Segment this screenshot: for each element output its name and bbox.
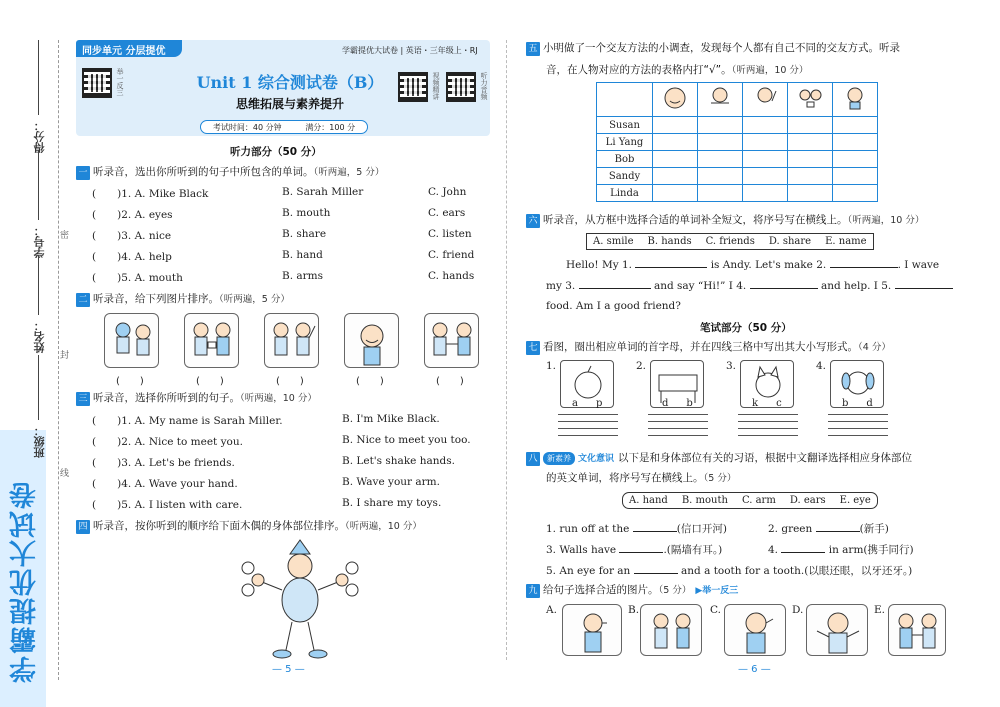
section-8-head [526, 450, 912, 466]
answer-blank[interactable] [750, 279, 818, 289]
written-heading: 笔试部分（50 分） [700, 322, 792, 334]
exam-score: 满分：100 分 [305, 122, 356, 132]
section-text: 以下是和身体部位有关的习语，根据中文翻译选择相应身体部位 [618, 452, 913, 464]
word-bank-item: A. smile [593, 236, 634, 247]
letter-c[interactable]: c [776, 398, 782, 409]
check-cell[interactable] [833, 151, 878, 168]
answer-blank[interactable] [781, 543, 825, 553]
idiom-text: 5. An eye for an [546, 565, 631, 577]
option-b: B. mouth [282, 207, 331, 219]
passage-text: is Andy. Let's make 2. [710, 259, 827, 271]
picture-girl-smiling [344, 313, 399, 368]
row-name: Sandy [597, 168, 653, 185]
idiom-translation: (信口开河) [676, 523, 727, 535]
section-number: 三 [76, 392, 90, 406]
word-bank-item: D. share [768, 236, 812, 247]
section-points: （听两遍，5 分） [219, 294, 290, 305]
class-label: 班级： [33, 425, 46, 458]
answer-blank[interactable] [633, 522, 677, 532]
option-b: B. Wave your arm. [342, 476, 440, 488]
question-row [92, 249, 172, 264]
choice-label: C. [710, 604, 721, 616]
qr-caption: 举一反三 [116, 68, 124, 96]
passage-text: and say “Hi!” I 4. [653, 280, 747, 292]
name-label: 姓名： [33, 320, 46, 353]
section-4-head [76, 518, 422, 534]
word-bank-item: D. ears [789, 495, 826, 506]
question-row [92, 270, 183, 285]
exam-time: 考试时间：40 分钟 [212, 122, 282, 132]
exam-title: Unit 1 综合测试卷（B） [196, 73, 384, 92]
check-cell[interactable] [788, 117, 833, 134]
check-cell[interactable] [698, 151, 743, 168]
choice-label: A. [546, 604, 557, 616]
option-b: B. hand [282, 249, 323, 261]
section-number: 四 [76, 520, 90, 534]
section-number: 一 [76, 166, 90, 180]
letter-d[interactable]: d [662, 398, 669, 409]
passage-line-3: food. Am I a good friend? [546, 300, 681, 312]
id-line [38, 150, 39, 220]
check-cell[interactable] [698, 168, 743, 185]
letter-b[interactable]: b [842, 398, 849, 409]
question-number[interactable]: ( )2. [92, 209, 132, 221]
row-name: Susan [597, 117, 653, 134]
idiom-word-bank [622, 492, 878, 509]
option-b: B. I share my toys. [342, 497, 442, 509]
answer-blank[interactable] [579, 279, 651, 289]
option-c: C. John [428, 186, 467, 198]
option-a: A. nice [134, 230, 172, 242]
section-number: 九 [526, 584, 540, 598]
picture-kids-sharing [184, 313, 239, 368]
check-cell[interactable] [743, 151, 788, 168]
idiom-text: 3. Walls have [546, 544, 617, 556]
puppet-illustration [240, 538, 360, 660]
option-b: B. share [282, 228, 327, 240]
check-cell[interactable] [833, 185, 878, 202]
option-c: C. hands [428, 270, 475, 282]
check-cell[interactable] [698, 117, 743, 134]
section-text: 小明做了一个交友方法的小调查，发现每个人都有自己不同的交友方式。听录 [543, 42, 900, 54]
letter-choices [662, 398, 693, 409]
four-line-grid[interactable] [558, 414, 618, 438]
check-cell[interactable] [653, 117, 698, 134]
word-bank-item: E. eye [839, 495, 871, 506]
option-b: B. I'm Mike Black. [342, 413, 440, 425]
idiom-translation: (新手) [859, 523, 889, 535]
section-5-head [526, 40, 900, 56]
check-cell[interactable] [833, 117, 878, 134]
picture-kids-playing [104, 313, 159, 368]
method-icon-cell [653, 83, 698, 117]
section-text: 给句子选择合适的图片。 [543, 584, 659, 596]
idiom-3 [546, 542, 722, 557]
score-label: 得分： [33, 120, 46, 153]
option-b: B. Sarah Miller [282, 186, 364, 198]
check-cell[interactable] [788, 185, 833, 202]
section-text: 听录音，按你听到的顺序给下面木偶的身体部位排序。 [93, 520, 345, 532]
option-c: C. listen [428, 228, 472, 240]
culture-tag: 文化意识 [578, 454, 615, 464]
word-bank-item: E. name [825, 236, 867, 247]
cut-word-1: 密 [60, 231, 70, 241]
question-number[interactable]: ( )1. [92, 415, 132, 427]
word-bank-item: B. hands [647, 236, 692, 247]
check-cell[interactable] [833, 168, 878, 185]
picture-kids-waving [264, 313, 319, 368]
row-name: Linda [597, 185, 653, 202]
section-points: （5 分） [703, 473, 737, 484]
passage-line-2 [546, 279, 953, 292]
section-text: 听录音，选出你所听到的句子中所包含的单词。 [93, 166, 314, 178]
series-label: 学霸提优大试卷 | 英语・三年级上・RJ [342, 46, 478, 55]
section-9-head [526, 582, 742, 598]
option-a: A. mouth [134, 272, 183, 284]
new-literacy-badge: 新素养 [543, 452, 575, 465]
idiom-4 [768, 542, 914, 557]
passage-text: . I wave [897, 259, 940, 271]
section-6-head [526, 212, 924, 228]
idiom-5 [546, 563, 912, 578]
extend-link[interactable]: ▶举一反三 [695, 586, 739, 596]
question-number[interactable]: ( )3. [92, 457, 132, 469]
option-a: A. I listen with care. [134, 499, 243, 511]
method-icon-cell [788, 83, 833, 117]
answer-paren[interactable]: ( ) [356, 376, 384, 387]
answer-paren[interactable]: ( ) [436, 376, 464, 387]
section-points: （听两遍，10 分） [731, 65, 809, 76]
idiom-1 [546, 521, 727, 536]
section-7-head [526, 339, 891, 355]
check-cell[interactable] [743, 168, 788, 185]
section-text: 听录音，选择你所听到的句子。 [93, 392, 240, 404]
cut-word-2: 封 [60, 351, 70, 361]
class-line [38, 355, 39, 420]
choice-label: D. [792, 604, 804, 616]
option-a: A. Wave your hand. [134, 478, 238, 490]
idiom-2 [768, 521, 889, 536]
check-cell[interactable] [788, 151, 833, 168]
qr-code-icon[interactable] [446, 72, 476, 102]
option-b: B. Let's shake hands. [342, 455, 455, 467]
idiom-translation: .(隔墙有耳。) [663, 544, 723, 556]
qr-caption: 听力音频 [480, 72, 488, 100]
option-c: C. ears [428, 207, 466, 219]
section-5-head-line2 [546, 62, 808, 77]
section-points: （听两遍，10 分） [240, 393, 317, 404]
option-a: A. help [134, 251, 172, 263]
item-number: 4. [816, 360, 827, 372]
question-number[interactable]: ( )3. [92, 230, 132, 242]
passage-text: Hello! My 1. [566, 259, 633, 271]
name-line [38, 255, 39, 315]
question-row [92, 186, 208, 201]
answer-blank[interactable] [816, 522, 860, 532]
passage-text: my 3. [546, 280, 576, 292]
choice-label: E. [874, 604, 886, 616]
option-a: A. Let's be friends. [134, 457, 235, 469]
item-number: 1. [546, 360, 557, 372]
method-icon-cell [743, 83, 788, 117]
letter-p[interactable]: p [595, 398, 603, 409]
option-b: B. arms [282, 270, 324, 282]
choice-label: B. [628, 604, 640, 616]
section-text: 的英文单词，将序号写在横线上。 [546, 472, 704, 484]
cut-line [58, 40, 59, 680]
picture-choice-d[interactable] [806, 604, 868, 656]
question-row [92, 434, 243, 449]
question-number[interactable]: ( )1. [92, 188, 132, 200]
option-a: A. Nice to meet you. [134, 436, 243, 448]
section-text: 看图，圈出相应单词的首字母，并在四线三格中写出其大小写形式。 [543, 341, 858, 353]
question-number[interactable]: ( )2. [92, 436, 132, 448]
letter-choices [752, 398, 782, 409]
answer-blank[interactable] [635, 258, 707, 268]
id-label: 学号： [33, 225, 46, 258]
check-cell[interactable] [788, 168, 833, 185]
section-text: 音，在人物对应的方法的表格内打“√”。 [546, 64, 732, 76]
word-bank-item: B. mouth [681, 495, 728, 506]
answer-blank[interactable] [634, 564, 678, 574]
letter-k[interactable]: k [752, 398, 759, 409]
question-number[interactable]: ( )4. [92, 251, 132, 263]
section-8-head-line2 [546, 470, 736, 485]
answer-paren[interactable]: ( ) [276, 376, 304, 387]
check-cell[interactable] [698, 185, 743, 202]
idiom-text: 2. green [768, 523, 813, 535]
picture-choice-a[interactable] [562, 604, 622, 656]
letter-choices [842, 398, 873, 409]
idiom-text: 4. [768, 544, 779, 556]
picture-choice-e[interactable] [888, 604, 946, 656]
section-number: 二 [76, 293, 90, 307]
option-c: C. friend [428, 249, 475, 261]
question-row [92, 455, 235, 470]
section-points: （4 分） [858, 342, 891, 353]
exam-meta-bar [200, 120, 368, 134]
check-cell[interactable] [653, 168, 698, 185]
check-cell[interactable] [788, 134, 833, 151]
option-b: B. Nice to meet you too. [342, 434, 471, 446]
question-number[interactable]: ( )5. [92, 272, 132, 284]
brand-text: 学霸提优大试卷 [10, 480, 41, 683]
four-line-grid[interactable] [738, 414, 798, 438]
qr-code-icon[interactable] [82, 68, 112, 98]
question-row [92, 228, 171, 243]
check-cell[interactable] [698, 134, 743, 151]
cut-word-3: 线 [60, 469, 70, 479]
section-points: （听两遍，10 分） [847, 215, 925, 226]
question-number[interactable]: ( )4. [92, 478, 132, 490]
idiom-text: 1. run off at the [546, 523, 630, 535]
question-row [92, 476, 238, 491]
page-number: — 6 — [738, 664, 771, 675]
letter-b[interactable]: b [686, 398, 693, 409]
method-icon-cell [833, 83, 878, 117]
listening-heading: 听力部分（50 分） [230, 146, 322, 158]
survey-table [596, 82, 878, 202]
section-1-head [76, 164, 384, 180]
question-row [92, 497, 242, 512]
answer-blank[interactable] [619, 543, 663, 553]
question-row [92, 413, 283, 428]
item-number: 2. [636, 360, 647, 372]
page-number: — 5 — [272, 664, 305, 675]
word-bank-item: C. friends [705, 236, 755, 247]
word-bank [586, 233, 874, 250]
four-line-grid[interactable] [648, 414, 708, 438]
section-3-head [76, 390, 317, 406]
section-text: 听录音，从方框中选择合适的单词补全短文，将序号写在横线上。 [543, 214, 848, 226]
answer-blank[interactable] [895, 279, 953, 289]
row-name: Bob [597, 151, 653, 168]
unit-tag: 同步单元 分层提优 [76, 40, 182, 57]
item-number: 3. [726, 360, 737, 372]
option-a: A. eyes [134, 209, 173, 221]
score-line [38, 40, 39, 115]
word-bank-item: C. arm [741, 495, 776, 506]
qr-caption: 视频精讲 [432, 72, 440, 100]
question-number[interactable]: ( )5. [92, 499, 132, 511]
letter-a[interactable]: a [572, 398, 578, 409]
four-line-grid[interactable] [828, 414, 888, 438]
passage-text: and help. I 5. [820, 280, 892, 292]
exam-subtitle: 思维拓展与素养提升 [235, 97, 344, 111]
passage-line-1 [566, 258, 939, 271]
check-cell[interactable] [743, 185, 788, 202]
option-a: A. My name is Sarah Miller. [134, 415, 283, 427]
check-cell[interactable] [833, 134, 878, 151]
section-2-head [76, 291, 290, 307]
answer-paren[interactable]: ( ) [116, 376, 144, 387]
check-cell[interactable] [653, 134, 698, 151]
idiom-translation: and a tooth for a tooth.(以眼还眼，以牙还牙。) [681, 565, 913, 577]
section-points: （听两遍，5 分） [313, 167, 385, 178]
section-number: 八 [526, 452, 540, 466]
check-cell[interactable] [653, 151, 698, 168]
check-cell[interactable] [743, 117, 788, 134]
section-number: 五 [526, 42, 540, 56]
option-a: A. Mike Black [134, 188, 209, 200]
section-number: 七 [526, 341, 540, 355]
check-cell[interactable] [743, 134, 788, 151]
answer-blank[interactable] [830, 258, 898, 268]
section-number: 六 [526, 214, 540, 228]
table-corner [597, 83, 653, 117]
picture-choice-c[interactable] [724, 604, 786, 656]
letter-choices [572, 398, 602, 409]
picture-choice-b[interactable] [640, 604, 702, 656]
row-name: Li Yang [597, 134, 653, 151]
answer-paren[interactable]: ( ) [196, 376, 224, 387]
idiom-translation: in arm(携手同行) [828, 544, 914, 556]
check-cell[interactable] [653, 185, 698, 202]
question-row [92, 207, 173, 222]
section-points: （听两遍，10 分） [345, 521, 422, 532]
method-icon-cell [698, 83, 743, 117]
letter-d[interactable]: d [866, 398, 873, 409]
picture-kids-shaking-hands [424, 313, 479, 368]
word-bank-item: A. hand [629, 495, 668, 506]
page-divider [506, 40, 507, 660]
section-points: （5 分） [658, 585, 692, 596]
section-text: 听录音，给下列图片排序。 [93, 293, 219, 305]
